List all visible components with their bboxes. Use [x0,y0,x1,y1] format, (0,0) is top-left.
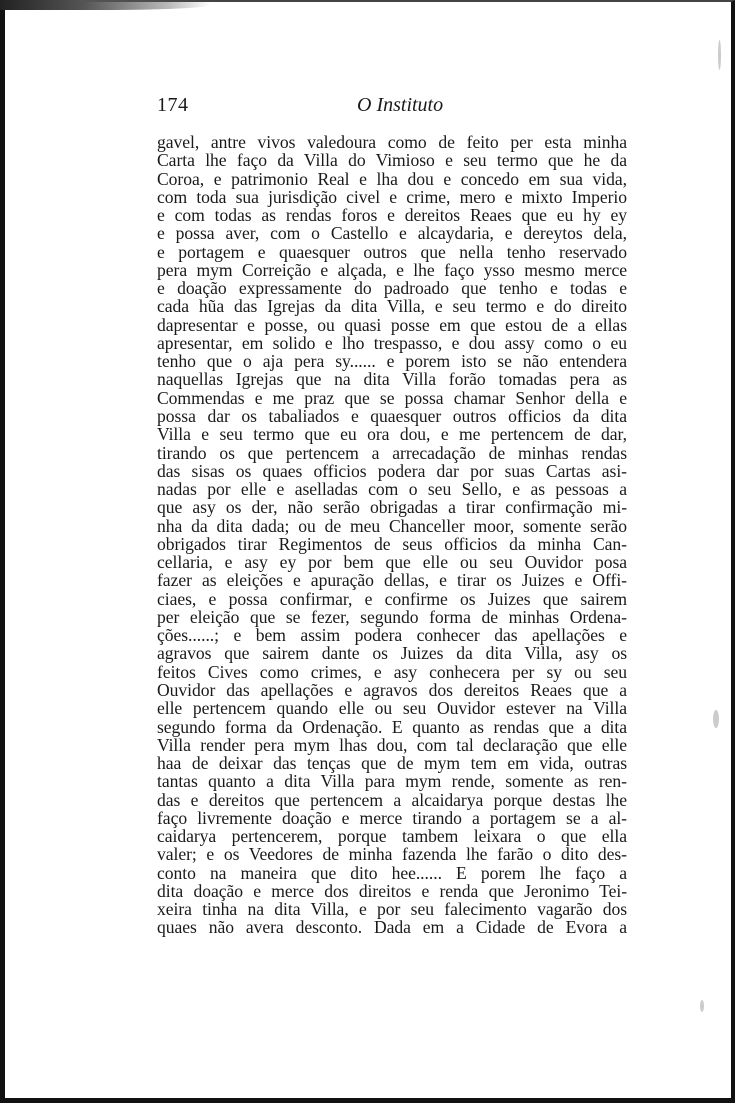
text-line: das sisas os quaes officios podera dar por suas Cartas asi- [157,460,627,481]
scan-speck [700,1000,704,1012]
text-line: apresentar, em solido e lho trespasso, e dou assy como o eu [157,332,627,353]
text-line: fazer as eleições e apuração dellas, e tirar os Juizes e Offi- [157,570,627,591]
text-line: cellaria, e asy ey por bem que elle ou seu Ouvidor posa [157,552,627,573]
scan-speck [718,40,721,70]
text-line: das e dereitos que pertencem a alcaidarya porque destas lhe [157,789,627,810]
text-line: obrigados tirar Regimentos de seus officios da minha Can- [157,533,627,554]
scan-speck [713,710,719,728]
text-line: nadas por elle e aselladas com o seu Sello, e as pessoas a [157,479,627,500]
text-line: e com todas as rendas foros e dereitos Reaes que eu hy ey [157,205,627,226]
text-line: xeira tinha na dita Villa, e por seu falecimento vagarão dos [157,899,627,920]
text-line: naquellas Igrejas que na dita Villa forão tomadas pera as [157,369,627,390]
text-line: Ouvidor das apellações e agravos dos dereitos Reaes que a [157,679,627,700]
text-line: cada hũa das Igrejas da dita Villa, e seu termo e do direito [157,296,627,317]
page-number: 174 [157,94,189,116]
text-line: faço livremente doação e merce tirando a portagem se a al- [157,807,627,828]
text-line: nha da dita dada; ou de meu Chanceller moor, somente serão [157,515,627,536]
page-header [157,94,627,118]
text-line: e doação expressamente do padroado que tenho e todas e [157,278,627,299]
text-line: Commendas e me praz que se possa chamar Senhor della e [157,387,627,408]
text-line: Villa e seu termo que eu ora dou, e me pertencem de dar, [157,424,627,445]
text-line: valer; e os Veedores de minha fazenda lhe farão o dito des- [157,844,627,865]
text-line: gavel, antre vivos valedoura como de feito per esta minha [157,132,627,152]
text-line: quaes não avera desconto. Dada em a Cidade de Evora a [157,917,627,938]
text-line: dita doação e merce dos direitos e renda que Jeronimo Tei- [157,880,627,901]
text-line: que asy os der, não serão obrigadas a tirar confirmação mi- [157,497,627,518]
text-line: tirando os que pertencem a arrecadação de minhas rendas [157,442,627,463]
text-line: com toda sua jurisdição civel e crime, mero e mixto Imperio [157,186,627,207]
text-line: Coroa, e patrimonio Real e lha dou e concedo em sua vida, [157,168,627,189]
text-line: pera mym Correição e alçada, e lhe faço ysso mesmo merce [157,259,627,280]
text-line: haa de deixar das tenças que de mym tem em vida, outras [157,753,627,774]
text-line: e possa aver, com o Castello e alcaydaria, e dereytos dela, [157,223,627,244]
text-line: feitos Cives como crimes, e asy conhecera per sy ou seu [157,661,627,682]
text-line: tenho que o aja pera sy...... e porem isto se não entendera [157,351,627,372]
text-line: elle pertencem quando elle ou seu Ouvidor estever na Villa [157,698,627,719]
text-line: possa dar os tabaliados e quaesquer outros officios da dita [157,405,627,426]
running-title: O Instituto [357,94,444,116]
text-line: segundo forma da Ordenação. E quanto as rendas que a dita [157,716,627,737]
body-text [157,133,627,937]
text-line: ciaes, e possa confirmar, e confirme os Juizes que sairem [157,588,627,609]
text-line: caidarya pertencerem, porque tambem leixara o que ella [157,826,627,847]
text-line: conto na maneira que dito hee...... E porem lhe faço a [157,862,627,883]
text-line: Carta lhe faço da Villa do Vimioso e seu termo que he da [157,150,627,171]
text-line: agravos que sairem dante os Juizes da dita Villa, asy os [157,643,627,664]
text-line: Villa render pera mym lhas dou, com tal declaração que elle [157,734,627,755]
text-line: tantas quanto a dita Villa para mym rende, somente as ren- [157,771,627,792]
text-line: ções......; e bem assim podera conhecer das apellações e [157,625,627,646]
scan-artifact [0,0,210,10]
text-line: dapresentar e posse, ou quasi posse em que estou de a ellas [157,314,627,335]
text-line: e portagem e quaesquer outros que nella tenho reservado [157,241,627,262]
text-line: per eleição que se fezer, segundo forma de minhas Ordena- [157,606,627,627]
